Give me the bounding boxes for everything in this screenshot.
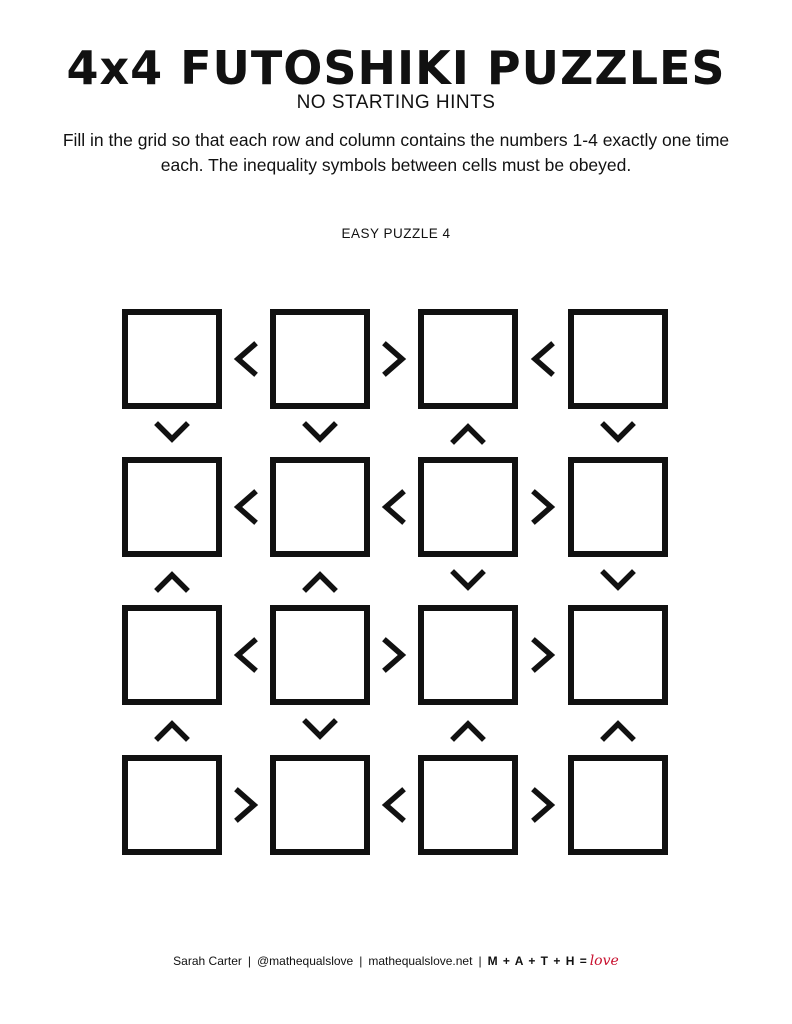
grid-cell-r4-c2[interactable] [270,755,370,855]
grid-cell-r2-c3[interactable] [418,457,518,557]
grid-cell-r1-c2[interactable] [270,309,370,409]
caret-up-icon [152,561,192,601]
greater-than-icon [523,487,563,527]
grid-cell-r3-c1[interactable] [122,605,222,705]
caret-down-icon [300,413,340,453]
grid-cell-r1-c3[interactable] [418,309,518,409]
less-than-icon [374,487,414,527]
less-than-icon [523,339,563,379]
greater-than-icon [226,785,266,825]
caret-down-icon [448,561,488,601]
caret-up-icon [300,561,340,601]
footer-author: Sarah Carter [173,954,242,968]
caret-down-icon [598,413,638,453]
grid-cell-r2-c4[interactable] [568,457,668,557]
grid-cell-r3-c3[interactable] [418,605,518,705]
footer-brand: M + A + T + H = [487,954,588,968]
caret-up-icon [598,710,638,750]
less-than-icon [226,339,266,379]
less-than-icon [226,635,266,675]
footer-brand-love: love [589,953,619,969]
grid-cell-r2-c2[interactable] [270,457,370,557]
footer-site: mathequalslove.net [368,954,473,968]
caret-up-icon [152,710,192,750]
less-than-icon [226,487,266,527]
caret-down-icon [152,413,192,453]
grid-cell-r4-c1[interactable] [122,755,222,855]
caret-down-icon [300,710,340,750]
footer [0,953,792,969]
grid-cell-r4-c4[interactable] [568,755,668,855]
caret-up-icon [448,413,488,453]
greater-than-icon [523,785,563,825]
instructions-text: Fill in the grid so that each row and column contains the numbers 1-4 exactly one time each. The inequality symbols between cells must be obeyed. [62,130,730,175]
grid-cell-r2-c1[interactable] [122,457,222,557]
grid-cell-r1-c1[interactable] [122,309,222,409]
caret-up-icon [448,710,488,750]
footer-separator: | [478,954,482,968]
caret-down-icon [598,561,638,601]
page-subtitle: NO STARTING HINTS [296,92,496,113]
footer-separator: | [247,954,251,968]
footer-handle: @mathequalslove [257,954,354,968]
grid-cell-r3-c4[interactable] [568,605,668,705]
greater-than-icon [523,635,563,675]
grid-cell-r3-c2[interactable] [270,605,370,705]
page-title: 4x4 FUTOSHIKI PUZZLES [66,41,726,95]
less-than-icon [374,785,414,825]
puzzle-label: EASY PUZZLE 4 [341,226,451,241]
greater-than-icon [374,339,414,379]
footer-separator: | [359,954,363,968]
grid-cell-r1-c4[interactable] [568,309,668,409]
greater-than-icon [374,635,414,675]
grid-cell-r4-c3[interactable] [418,755,518,855]
